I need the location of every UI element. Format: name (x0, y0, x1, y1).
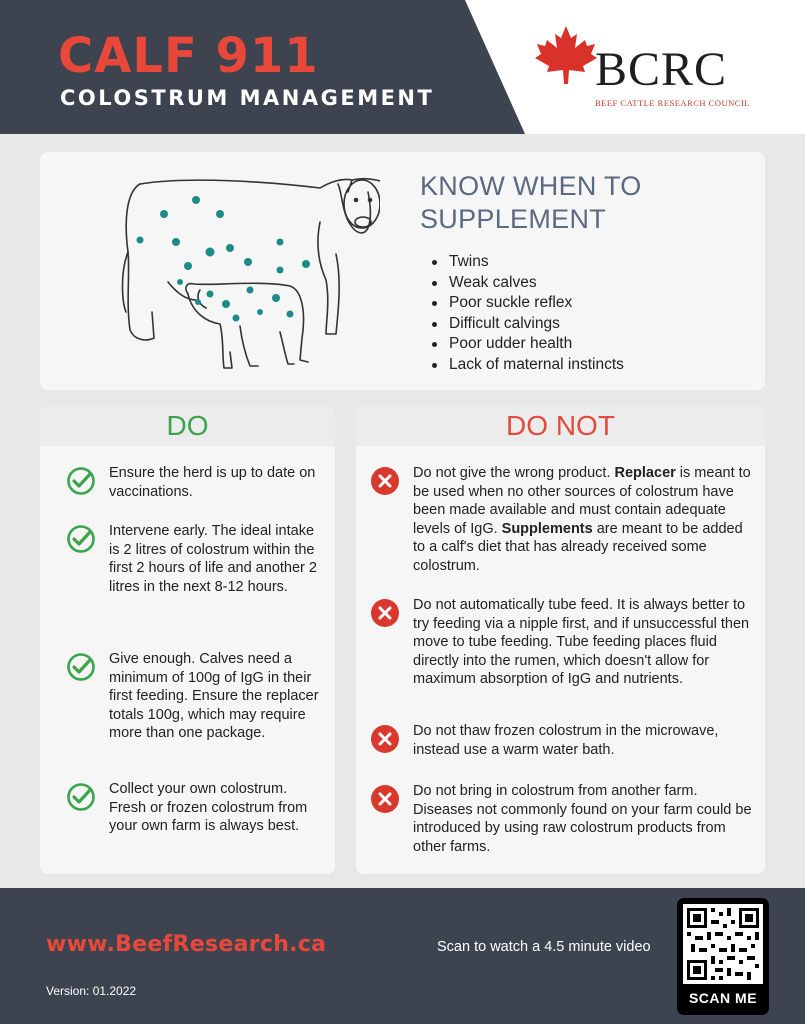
supplement-list (430, 252, 624, 375)
page-title: CALF 911 (58, 28, 319, 84)
list-item: Poor suckle reflex (430, 293, 624, 314)
scan-instruction: Scan to watch a 4.5 minute video (437, 939, 651, 955)
do-not-item-text: Do not automatically tube feed. It is always better to try feeding via a nipple first, and if unsuccessful then move to tube feeding. Tube feeding places fluid directly into the rumen, which doesn't allow for maximum absorption of IgG and nutrients. (413, 597, 750, 687)
header (0, 0, 805, 134)
page-subtitle: COLOSTRUM MANAGEMENT (60, 86, 435, 110)
x-circle-icon (370, 466, 400, 496)
do-item (66, 522, 326, 596)
check-circle-icon (66, 652, 96, 682)
x-circle-icon (370, 598, 400, 628)
website-link[interactable]: www.BeefResearch.ca (46, 932, 327, 957)
bcrc-logo (533, 24, 753, 114)
do-item (66, 780, 326, 836)
do-not-item-text: Do not bring in colostrum from another farm. Diseases not commonly found on your farm could be introduced by using raw colostrum products from other farms. (413, 783, 752, 855)
do-not-item-text: Do not thaw frozen colostrum in the microwave, instead use a warm water bath. (413, 723, 719, 758)
logo-subtext: BEEF CATTLE RESEARCH COUNCIL (595, 98, 750, 108)
cow-and-calf-illustration (80, 162, 380, 382)
list-item: Lack of maternal instincts (430, 355, 624, 376)
do-not-item (370, 722, 755, 759)
do-item-text: Intervene early. The ideal intake is 2 litres of colostrum within the first 2 hours of life and another 2 litres in the next 8-12 hours. (109, 523, 317, 595)
check-circle-icon (66, 524, 96, 554)
do-item-text: Give enough. Calves need a minimum of 100g of IgG in their first feeding. Ensure the replacer totals 100g, which may require more than one package. (109, 651, 319, 741)
do-item (66, 650, 326, 743)
do-not-card (356, 406, 765, 874)
logo-text: BCRC (595, 43, 728, 96)
qr-code-icon (683, 904, 763, 984)
maple-leaf-icon (533, 24, 599, 86)
do-heading: DO (40, 406, 335, 446)
do-not-item (370, 782, 755, 856)
do-item (66, 464, 326, 501)
know-when-heading: KNOW WHEN TO SUPPLEMENT (420, 171, 642, 234)
do-item-text: Collect your own colostrum. Fresh or frozen colostrum from your own farm is always best. (109, 781, 308, 834)
x-circle-icon (370, 724, 400, 754)
qr-label: SCAN ME (688, 990, 758, 1006)
do-not-item-text: Do not give the wrong product. Replacer is meant to be used when no other sources of colostrum have been made available and must contain adequate levels of IgG. Supplements are meant to be added to a calf's diet that has already received some colostrum. (413, 465, 751, 574)
footer (0, 888, 805, 1024)
list-item: Weak calves (430, 273, 624, 294)
do-not-item (370, 464, 755, 575)
list-item: Poor udder health (430, 334, 624, 355)
check-circle-icon (66, 782, 96, 812)
do-item-text: Ensure the herd is up to date on vaccinations. (109, 465, 316, 500)
list-item: Twins (430, 252, 624, 273)
x-circle-icon (370, 784, 400, 814)
qr-code[interactable] (677, 898, 769, 1015)
do-not-heading: DO NOT (356, 406, 765, 446)
do-not-item (370, 596, 755, 689)
do-card (40, 406, 335, 874)
qr-pattern (683, 904, 763, 984)
list-item: Difficult calvings (430, 314, 624, 335)
version-label: Version: 01.2022 (46, 984, 137, 998)
know-when-card (40, 152, 765, 390)
check-circle-icon (66, 466, 96, 496)
